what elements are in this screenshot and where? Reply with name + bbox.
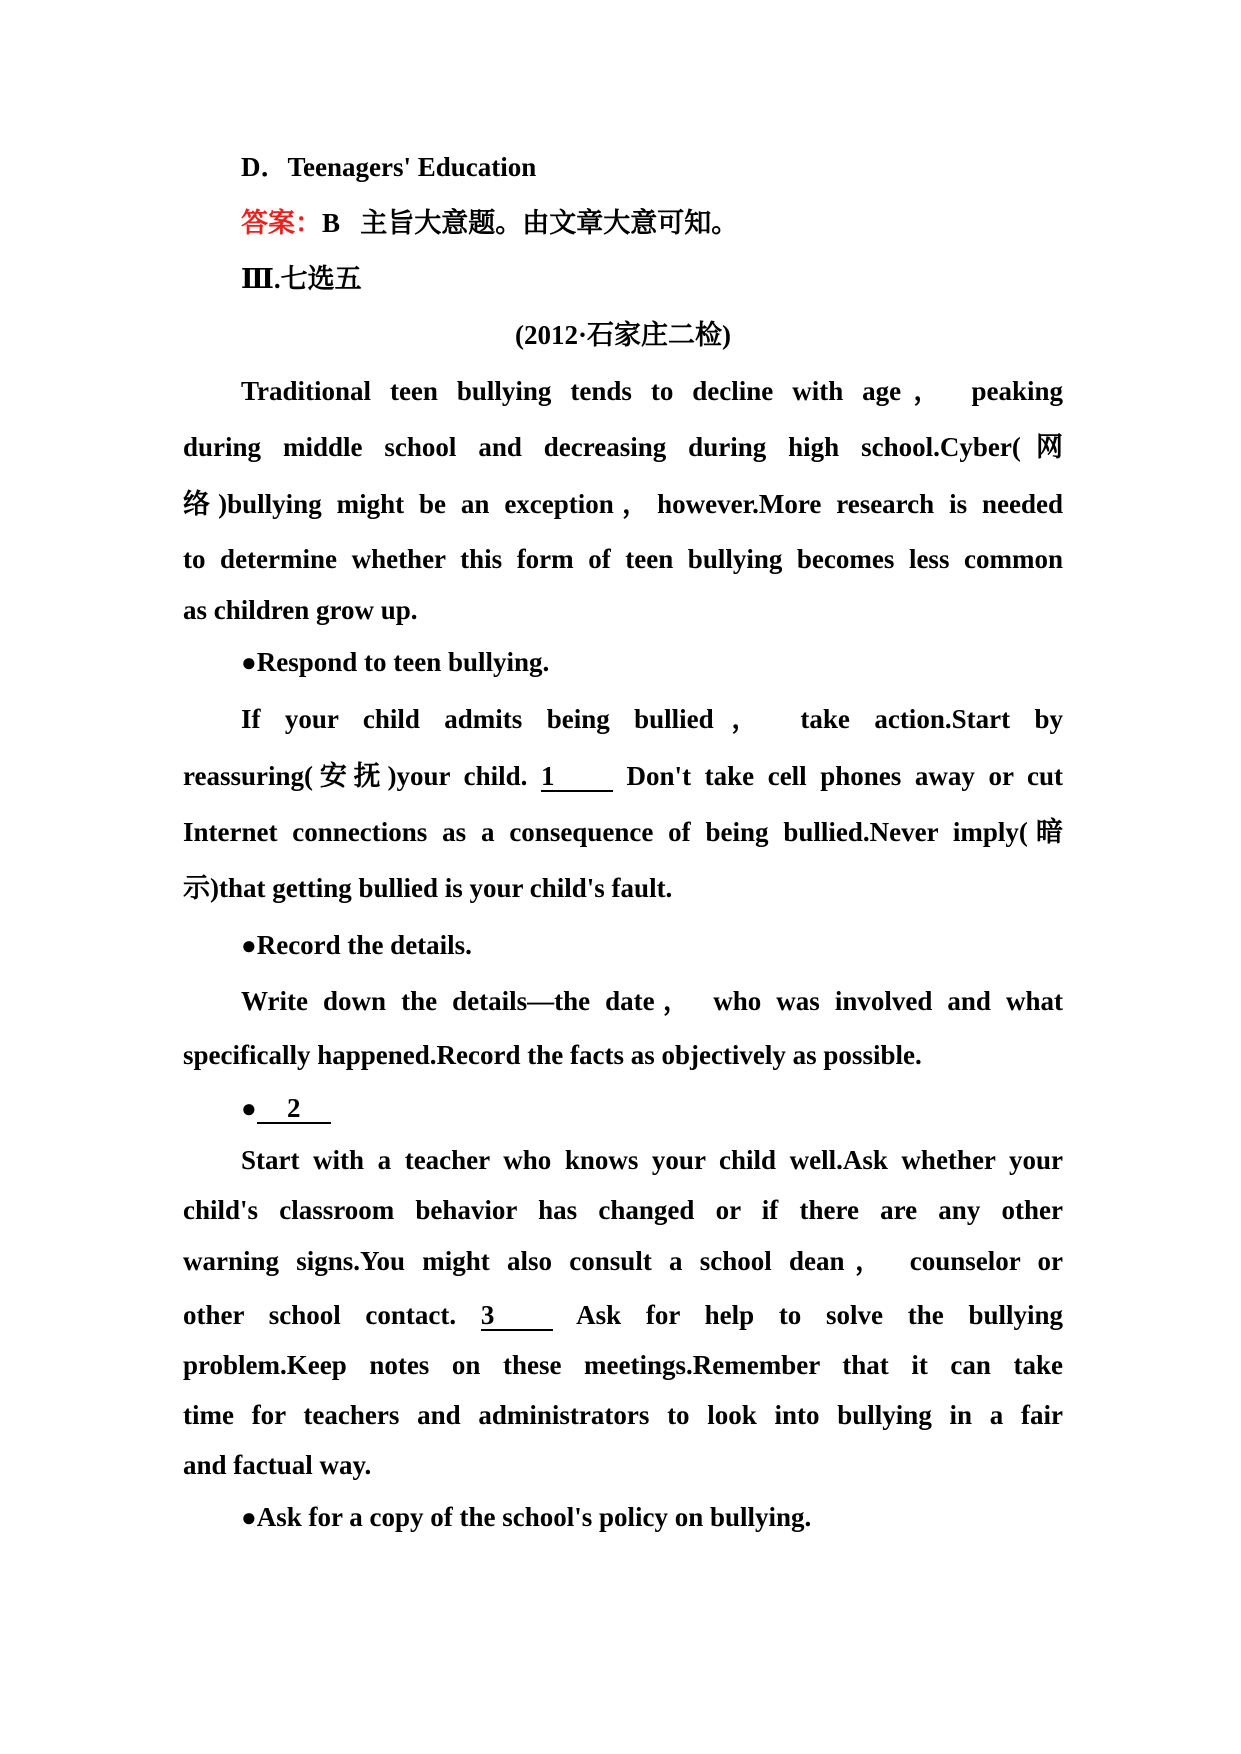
para1-line: during middle school and decreasing during high school.Cyber(网 [183,432,1063,462]
answer-blank-3: 3 [481,1301,553,1331]
section-title: Ⅲ.七选五 [241,264,362,294]
source-note: (2012·石家庄二检) [515,320,731,350]
heading-text: Respond to teen bullying. [256,647,550,677]
para4-line: time for teachers and administrators to look into bullying in a fair [183,1400,1063,1430]
para2-line: Internet connections as a consequence of being bullied.Never imply(暗 [183,817,1063,847]
answer-letter: B [322,208,341,238]
para2-line: If your child admits being bullied， take action.Start by [241,704,1063,734]
para3-line: specifically happened.Record the facts as objectively as possible. [183,1040,922,1070]
para4-line: Start with a teacher who knows your child well.Ask whether your [241,1145,1063,1175]
para1-line: as children grow up. [183,595,418,625]
bullet-icon: ● [241,648,257,677]
answer-blank-2: 2 [257,1094,331,1124]
para2-text: reassuring(安抚)your child. [183,761,528,791]
bullet-icon: ● [241,1503,257,1532]
heading-text: Record the details. [256,930,472,960]
para4-text: Ask for help to solve the bullying [576,1300,1064,1330]
para2-line: 示)that getting bullied is your child's fault. [183,873,673,903]
heading-record [241,928,1063,963]
para2-text: Don't take cell phones away or cut [626,761,1064,791]
para1-line: Traditional teen bullying tends to decline with age， peaking [241,376,1063,406]
para4-line: warning signs.You might also consult a school dean， counselor or [183,1246,1063,1276]
bullet-icon: ● [241,931,257,960]
answer-explanation: 主旨大意题。由文章大意可知。 [360,208,739,238]
heading-respond [241,645,1063,680]
heading-text: Ask for a copy of the school's policy on bullying. [256,1502,812,1532]
option-d: D．Teenagers' Education [241,152,537,182]
para1-line: to determine whether this form of teen bullying becomes less common [183,544,1063,574]
para4-line: child's classroom behavior has changed or if there are any other [183,1195,1063,1225]
para3-line: Write down the details—the date， who was involved and what [241,986,1063,1016]
para4-line: and factual way. [183,1450,372,1480]
para4-line [183,1298,1063,1332]
bullet-icon: ● [241,1094,257,1123]
para2-line [183,759,1063,793]
answer-label: 答案： [241,208,322,238]
heading-policy [241,1500,1063,1535]
heading-blank-2 [241,1091,1063,1126]
para4-line: problem.Keep notes on these meetings.Remember that it can take [183,1350,1063,1380]
para1-line: 络)bullying might be an exception，however.More research is needed [183,489,1063,519]
answer-line [241,206,1063,240]
para4-text: other school contact. [183,1300,457,1330]
answer-blank-1: 1 [541,762,613,792]
